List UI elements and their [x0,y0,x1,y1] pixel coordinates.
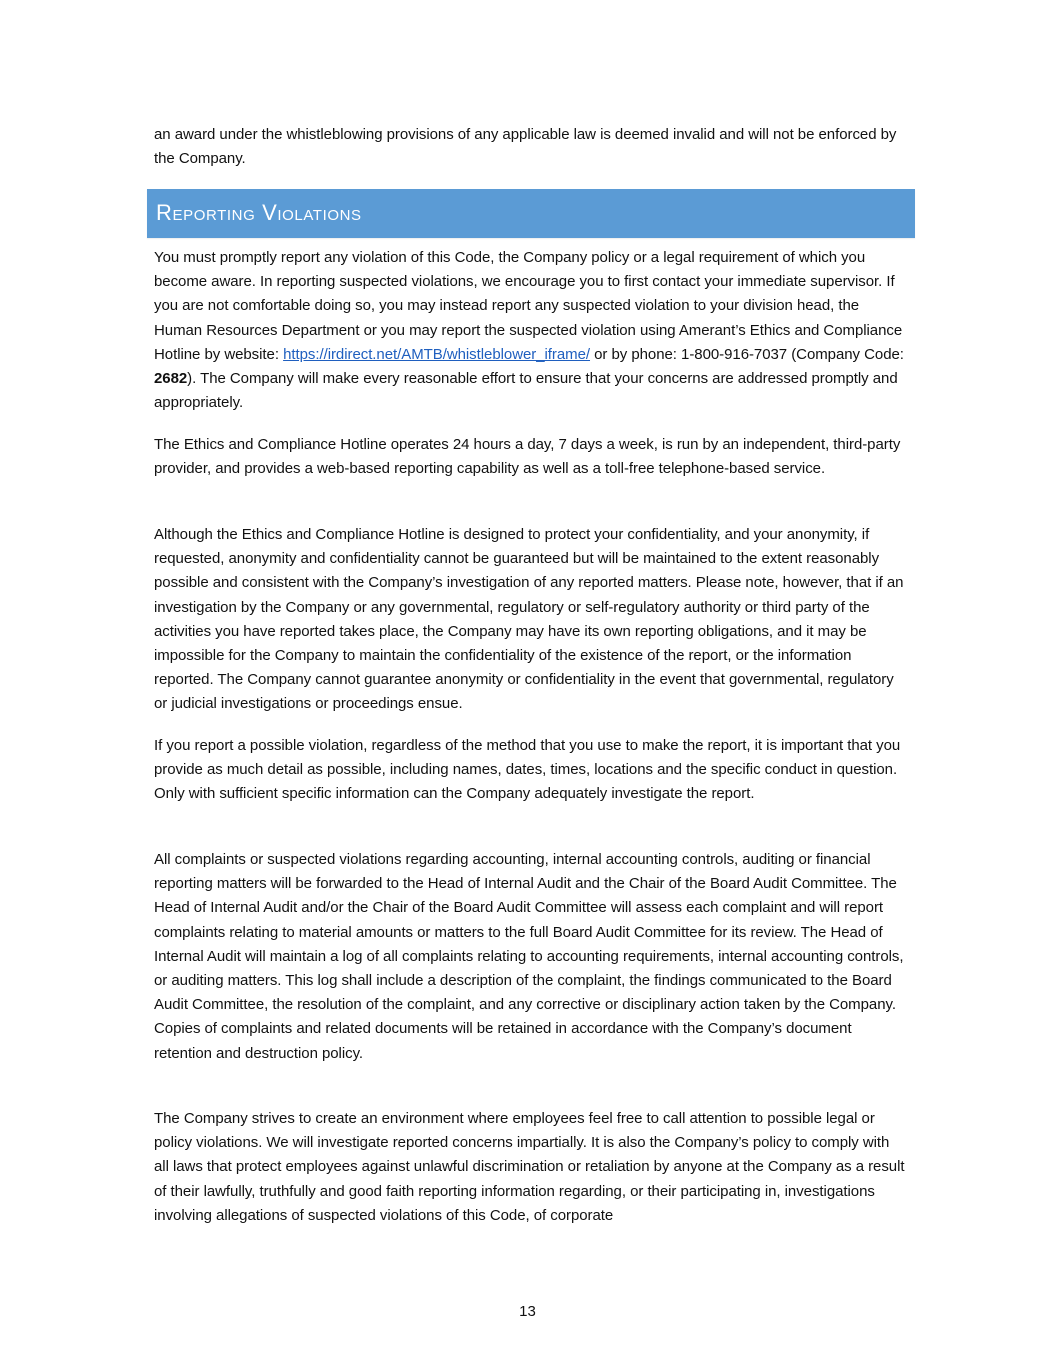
paragraph-report-detail: If you report a possible violation, regardless of the method that you use to make the report, it is important that you provide as much detail as possible, including names, dates, times, locations and the specific conduct in question. Only with sufficient specific information can the Company adequately investigate the report. [154,737,901,803]
page-number: 13 [519,1303,536,1320]
paragraph-reporting-instructions [154,246,906,415]
section-heading: Reporting Violations [156,200,362,225]
paragraph-non-retaliation: The Company strives to create an environment where employees feel free to call attention to possible legal or policy violations. We will investigate reported concerns impartially. It is also the Company’s policy to comply with all laws that protect employees against unlawful discrimination or retaliation by anyone at the Company as a result of their lawfully, truthfully and good faith reporting information regarding, or their participating in, investigations involving allegations of suspected violations of this Code, of corporate [154,1110,905,1224]
paragraph-confidentiality: Although the Ethics and Compliance Hotline is designed to protect your confidentiality, and your anonymity, if requested, anonymity and confidentiality cannot be guaranteed but will be maintained to the extent reasonably possible and consistent with the Company’s investigation of any reported matters. Please note, however, that if an investigation by the Company or any governmental, regulatory or self-regulatory authority or third party of the activities you have reported takes place, the Company may have its own reporting obligations, and it may be impossible for the Company to maintain the confidentiality of the existence of the report, or the information reported. The Company cannot guarantee anonymity or confidentiality in the event that governmental, regulatory or judicial investigations or proceedings ensue. [154,526,904,713]
paragraph-text-after-link: or by phone: 1-800-916-7037 (Company Code: [590,345,904,363]
paragraph-audit-complaints: All complaints or suspected violations regarding accounting, internal accounting controls, auditing or financial reporting matters will be forwarded to the Head of Internal Audit and the Chair of the Board Audit Committee. The Head of Internal Audit and/or the Chair of the Board Audit Committee will assess each complaint and will report complaints relating to material amounts or matters to the full Board Audit Committee for its review. The Head of Internal Audit will maintain a log of all complaints relating to accounting requirements, internal accounting controls, or auditing matters. This log shall include a description of the complaint, the findings communicated to the Board Audit Committee, the resolution of the complaint, and any corrective or disciplinary action taken by the Company. Copies of complaints and related documents will be retained in accordance with the Company’s document retention and destruction policy. [154,851,904,1062]
paragraph-text-before-link: You must promptly report any violation of this Code, the Company policy or a legal requirement of which you become aware. In reporting suspected violations, we encourage you to first contact your immediate supervisor. If you are not comfortable doing so, you may instead report any suspected violation to your division head, the Human Resources Department or you may report the suspected violation using Amerant’s Ethics and Compliance Hotline by website: [154,249,903,363]
section-heading-bar [147,189,915,238]
paragraph-text-ending: ). The Company will make every reasonable effort to ensure that your concerns are addressed promptly and appropriately. [154,370,898,412]
company-code: 2682 [154,370,188,388]
lead-paragraph: an award under the whistleblowing provisions of any applicable law is deemed invalid and will not be enforced by the Company. [154,126,897,168]
whistleblower-hotline-link[interactable]: https://irdirect.net/AMTB/whistleblower_iframe/ [283,345,591,363]
paragraph-hotline-operation: The Ethics and Compliance Hotline operates 24 hours a day, 7 days a week, is run by an independent, third-party provider, and provides a web-based reporting capability as well as a toll-free telephone-based service. [154,436,901,478]
